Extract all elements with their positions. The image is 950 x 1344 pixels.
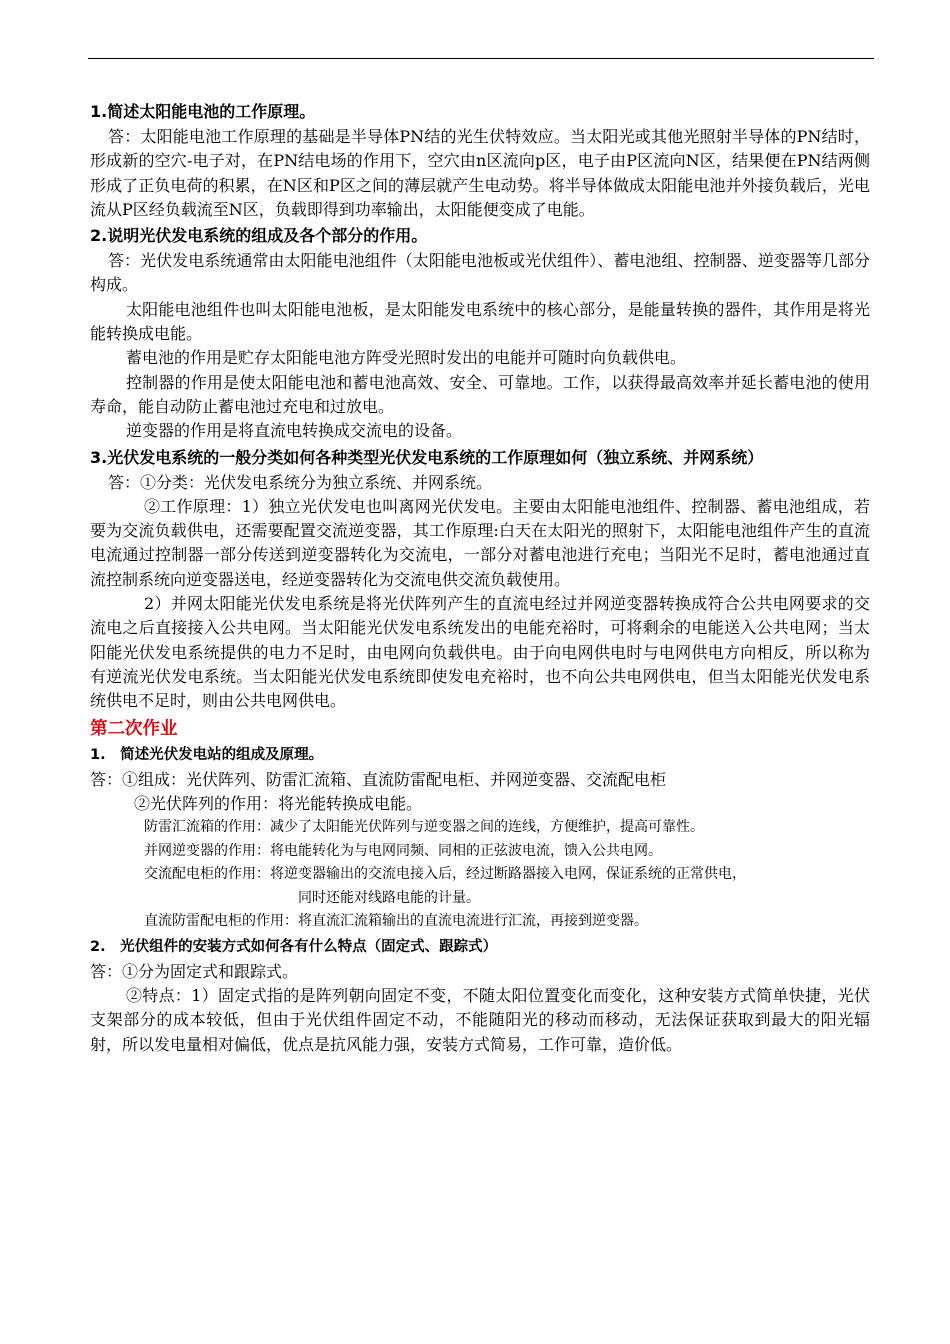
hw2-question-1-dc-cabinet: 直流防雷配电柜的作用：将直流汇流箱输出的直流电流进行汇流，再接到逆变器。 — [144, 913, 648, 930]
question-2-paragraph-inverter: 逆变器的作用是将直流电转换成交流电的设备。 — [126, 421, 463, 441]
question-1-answer: 答：太阳能电池工作原理的基础是半导体PN结的光生伏特效应。当太阳光或其他光照射半导体的PN结时，形成新的空穴-电子对，在PN结电场的作用下，空穴由n区流向p区，电子由P区流向N区，结果便在PN结两侧形成了正负电荷的积累，在N区和P区之间的薄层就产生电动势。将半导体做成太阳能电池并外接负载后，光电流从P区经负载流至N区，负载即得到功率输出，太阳能便变成了电能。 — [90, 127, 870, 219]
question-2-title: 2.说明光伏发电系统的组成及各个部分的作用。 — [90, 226, 428, 246]
question-3-classification: 答：①分类：光伏发电系统分为独立系统、并网系统。 — [108, 472, 493, 492]
hw2-question-2-features: ②特点：1）固定式指的是阵列朝向固定不变，不随太阳位置变化而变化，这种安装方式简单快捷，光伏支架部分的成本较低，但由于光伏组件固定不动，不能随阳光的移动而移动，无法保证获取到最大的阳光辐射，所以发电量相对偏低，优点是抗风能力强，安装方式简易，工作可靠，造价低。 — [90, 985, 870, 1054]
question-2-paragraph-controller: 控制器的作用是使太阳能电池和蓄电池高效、安全、可靠地。工作，以获得最高效率并延长蓄电池的使用寿命，能自动防止蓄电池过充电和过放电。 — [90, 372, 870, 416]
question-3-standalone-principle: ②工作原理：1）独立光伏发电也叫离网光伏发电。主要由太阳能电池组件、控制器、蓄电池组成，若要为交流负载供电，还需要配置交流逆变器，其工作原理:白天在太阳光的照射下，太阳能电池组件产生的直流电流通过控制器一部分传送到逆变器转化为交流电，一部分对蓄电池进行充电；当阳光不足时，蓄电池通过直流控制系统向逆变器送电，经逆变器转化为交流电供交流负载使用。 — [90, 496, 870, 589]
question-2-answer: 答：光伏发电系统通常由太阳能电池组件（太阳能电池板或光伏组件）、蓄电池组、控制器、逆变器等几部分构成。 — [90, 251, 870, 295]
hw2-question-2-types: 答：①分为固定式和跟踪式。 — [90, 961, 299, 981]
hw2-question-1-title: 1. 简述光伏发电站的组成及原理。 — [90, 746, 324, 763]
hw2-question-1-ac-cabinet-cont: 同时还能对线路电能的计量。 — [298, 889, 480, 906]
question-1-title: 1.简述太阳能电池的工作原理。 — [90, 102, 316, 121]
hw2-question-2-title: 2. 光伏组件的安装方式如何各有什么特点（固定式、跟踪式） — [90, 938, 498, 955]
question-2-paragraph-battery: 蓄电池的作用是贮存太阳能电池方阵受光照时发出的电能并可随时向负载供电。 — [126, 348, 687, 368]
question-2-paragraph-panels: 太阳能电池组件也叫太阳能电池板，是太阳能发电系统中的核心部分，是能量转换的器件，其作用是将光能转换成电能。 — [90, 299, 870, 344]
hw2-question-1-grid-inverter: 并网逆变器的作用：将电能转化为与电网同频、同相的正弦波电流，馈入公共电网。 — [144, 842, 662, 859]
hw2-question-1-array-role: ②光伏阵列的作用：将光能转换成电能。 — [134, 793, 423, 813]
header-rule — [88, 58, 874, 59]
question-3-grid-principle: 2）并网太阳能光伏发电系统是将光伏阵列产生的直流电经过并网逆变器转换成符合公共电网要求的交流电之后直接接入公共电网。当太阳能光伏发电系统发出的电能充裕时，可将剩余的电能送入公共电网；当太阳能光伏发电系统提供的电力不足时，由电网向负载供电。由于向电网供电时与电网供电方向相反，所以称为有逆流光伏发电系统。当太阳能光伏发电系统即使发电充裕时，也不向公共电网供电，但当太阳能光伏发电系统供电不足时，则由公共电网供电。 — [90, 594, 870, 711]
question-3-title: 3.光伏发电系统的一般分类如何各种类型光伏发电系统的工作原理如何（独立系统、并网系统） — [90, 447, 764, 467]
hw2-question-1-combiner-box: 防雷汇流箱的作用：减少了太阳能光伏阵列与逆变器之间的连线，方便维护，提高可靠性。 — [144, 819, 704, 836]
hw2-question-1-composition: 答：①组成：光伏阵列、防雷汇流箱、直流防雷配电柜、并网逆变器、交流配电柜 — [90, 769, 667, 789]
document-body — [90, 98, 870, 1057]
hw2-question-1-ac-cabinet: 交流配电柜的作用：将逆变器输出的交流电接入后，经过断路器接入电网，保证系统的正常供电， — [144, 866, 746, 883]
section-heading-second-assignment: 第二次作业 — [90, 718, 178, 739]
